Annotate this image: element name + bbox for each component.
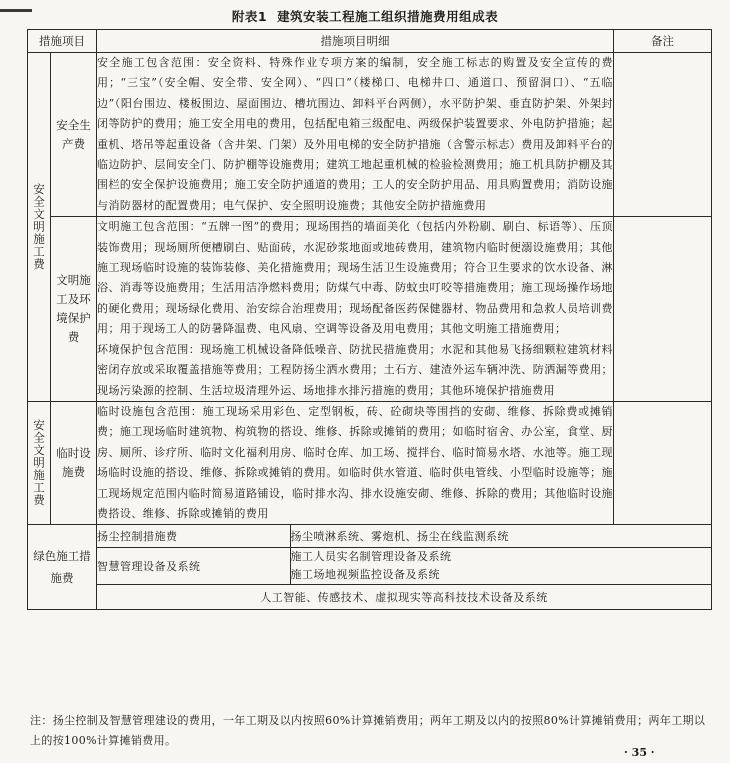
group1-cell xyxy=(28,53,51,402)
green-item-detail: 扬尘喷淋系统、雾炮机、扬尘在线监测系统 xyxy=(290,525,711,548)
detail-temporary: 临时设施包含范围：施工现场采用彩色、定型钢板，砖、砼砌块等围挡的安砌、维修、拆除费或摊销费；施工现场临时建筑物、构筑物的搭设、维修、拆除或摊销的费用；如临时宿舍、办公室，食堂、厨房、厕所、诊疗所、临时文化福利用房、临时仓库、加工场、搅拌台、临时简易水塔、水池等。施工现场临时设施的搭设、维修、拆除或摊销的费用。如临时供水管道、临时供电管线、小型临时设施等；施工现场规定范围内临时简易道路铺设，临时排水沟、排水设施安砌、维修、拆除的费用；其他临时设施费搭设、维修、拆除或摊销的费用 xyxy=(97,404,613,520)
header-detail: 措施项目明细 xyxy=(97,30,614,53)
green-item-name: 智慧管理设备及系统 xyxy=(97,548,290,585)
cost-table xyxy=(27,29,712,610)
detail-cell xyxy=(97,217,614,402)
detail-safety: 安全施工包含范围：安全资料、特殊作业专项方案的编制，安全施工标志的购置及安全宣传的费用；“三宝”（安全帽、安全带、安全网）、“四口”（楼梯口、电梯井口、通道口、预留洞口）、“五临边”（阳台围边、楼板围边、屋面围边、槽坑围边、卸料平台两侧），水平防护架、垂直防护架、外架封闭等防护的费用；施工安全用电的费用，包括配电箱三级配电、两级保护装置要求、外电防护措施；起重机、塔吊等起重设备（含井架、门架）及外用电梯的安全防护措施（含警示标志）费用及卸料平台的临边防护、层间安全门、防护棚等设施费用；建筑工地起重机械的检验检测费用；施工机具防护棚及其围栏的安全保护设施费用；施工安全防护通道的费用；工人的安全防护用品、用具购置费用；消防设施与消防器材的配置费用；电气保护、安全照明设施费；其他安全防护措施费用 xyxy=(97,56,613,212)
green-item-name: 扬尘控制措施费 xyxy=(97,525,290,548)
detail-cell xyxy=(97,53,614,217)
table-row xyxy=(28,53,712,217)
table-title xyxy=(0,7,730,25)
table-row xyxy=(28,525,712,585)
table-row xyxy=(28,401,712,524)
title-prefix: 附表1 xyxy=(231,9,268,24)
detail-cell xyxy=(97,401,614,524)
green-label-cell xyxy=(28,525,97,610)
title-text: 建筑安装工程施工组织措施费用组成表 xyxy=(277,9,499,24)
detail-environment: 环境保护包含范围：现场施工机械设备降低噪音、防扰民措施费用；水泥和其他易飞扬细颗粒建筑材料密闭存放或采取覆盖措施等费用；工程防扬尘洒水费用；土石方、建渣外运车辆冲洗、防洒漏等费用；现场污染源的控制、生活垃圾清理外运、场地排水排污措施的费用；其他环境保护措施费用 xyxy=(97,342,613,397)
green-item-row xyxy=(97,548,711,585)
group2-label: 安全文明施工费 xyxy=(32,419,46,507)
ai-row-cell: 人工智能、传感技术、虚拟现实等高科技技术设备及系统 xyxy=(97,585,712,610)
remark-cell xyxy=(614,53,712,217)
category-civilized: 文明施工及环境保护费 xyxy=(56,273,91,345)
detail-civilized: 文明施工包含范围：“五牌一图”的费用；现场围挡的墙面美化（包括内外粉刷、刷白、标语等）、压顶装饰费用；现场厕所便槽刷白、贴面砖，水泥砂浆地面或地砖费用，建筑物内临时便溺设施费用；其他施工现场临时设施的装饰装修、美化措施费用；现场生活卫生设施费用；符合卫生要求的饮水设备、淋浴、消毒等设施费用；生活用洁净燃料费用；防煤气中毒、防蚊虫叮咬等措施费用；施工现场操作场地的硬化费用；现场绿化费用、治安综合治理费用；现场配备医药保健器材、物品费用和急救人员培训费用；用于现场工人的防暑降温费、电风扇、空调等设备及用电费用；其他文明施工措施费用； xyxy=(97,220,613,336)
remark-cell xyxy=(614,401,712,524)
category-safety: 安全生产费 xyxy=(56,117,91,151)
green-label: 绿色施工措施费 xyxy=(33,549,91,586)
table-row xyxy=(28,585,712,610)
category-cell xyxy=(51,401,97,524)
category-temporary: 临时设施费 xyxy=(56,446,91,480)
header-row xyxy=(28,30,712,53)
header-remark: 备注 xyxy=(614,30,712,53)
green-item-detail-line: 施工人员实名制管理设备及系统 xyxy=(290,550,452,564)
green-sub-cell xyxy=(97,525,712,585)
page-number: · 35 · xyxy=(624,746,655,759)
table-row xyxy=(28,217,712,402)
header-item: 措施项目 xyxy=(28,30,97,53)
green-item-row xyxy=(97,525,711,548)
group2-cell xyxy=(28,401,51,524)
remark-cell xyxy=(614,217,712,402)
footnote: 注：扬尘控制及智慧管理建设的费用，一年工期及以内按照60%计算摊销费用；两年工期及以内的按照80%计算摊销费用；两年工期以上的按100%计算摊销费用。 xyxy=(30,714,706,747)
green-item-detail xyxy=(290,548,711,585)
category-cell xyxy=(51,53,97,217)
green-subtable xyxy=(97,525,711,584)
top-cut-fragment xyxy=(0,0,40,6)
category-cell xyxy=(51,217,97,402)
green-item-detail-line: 施工场地视频监控设备及系统 xyxy=(290,568,440,582)
group1-label: 安全文明施工费 xyxy=(32,183,46,271)
